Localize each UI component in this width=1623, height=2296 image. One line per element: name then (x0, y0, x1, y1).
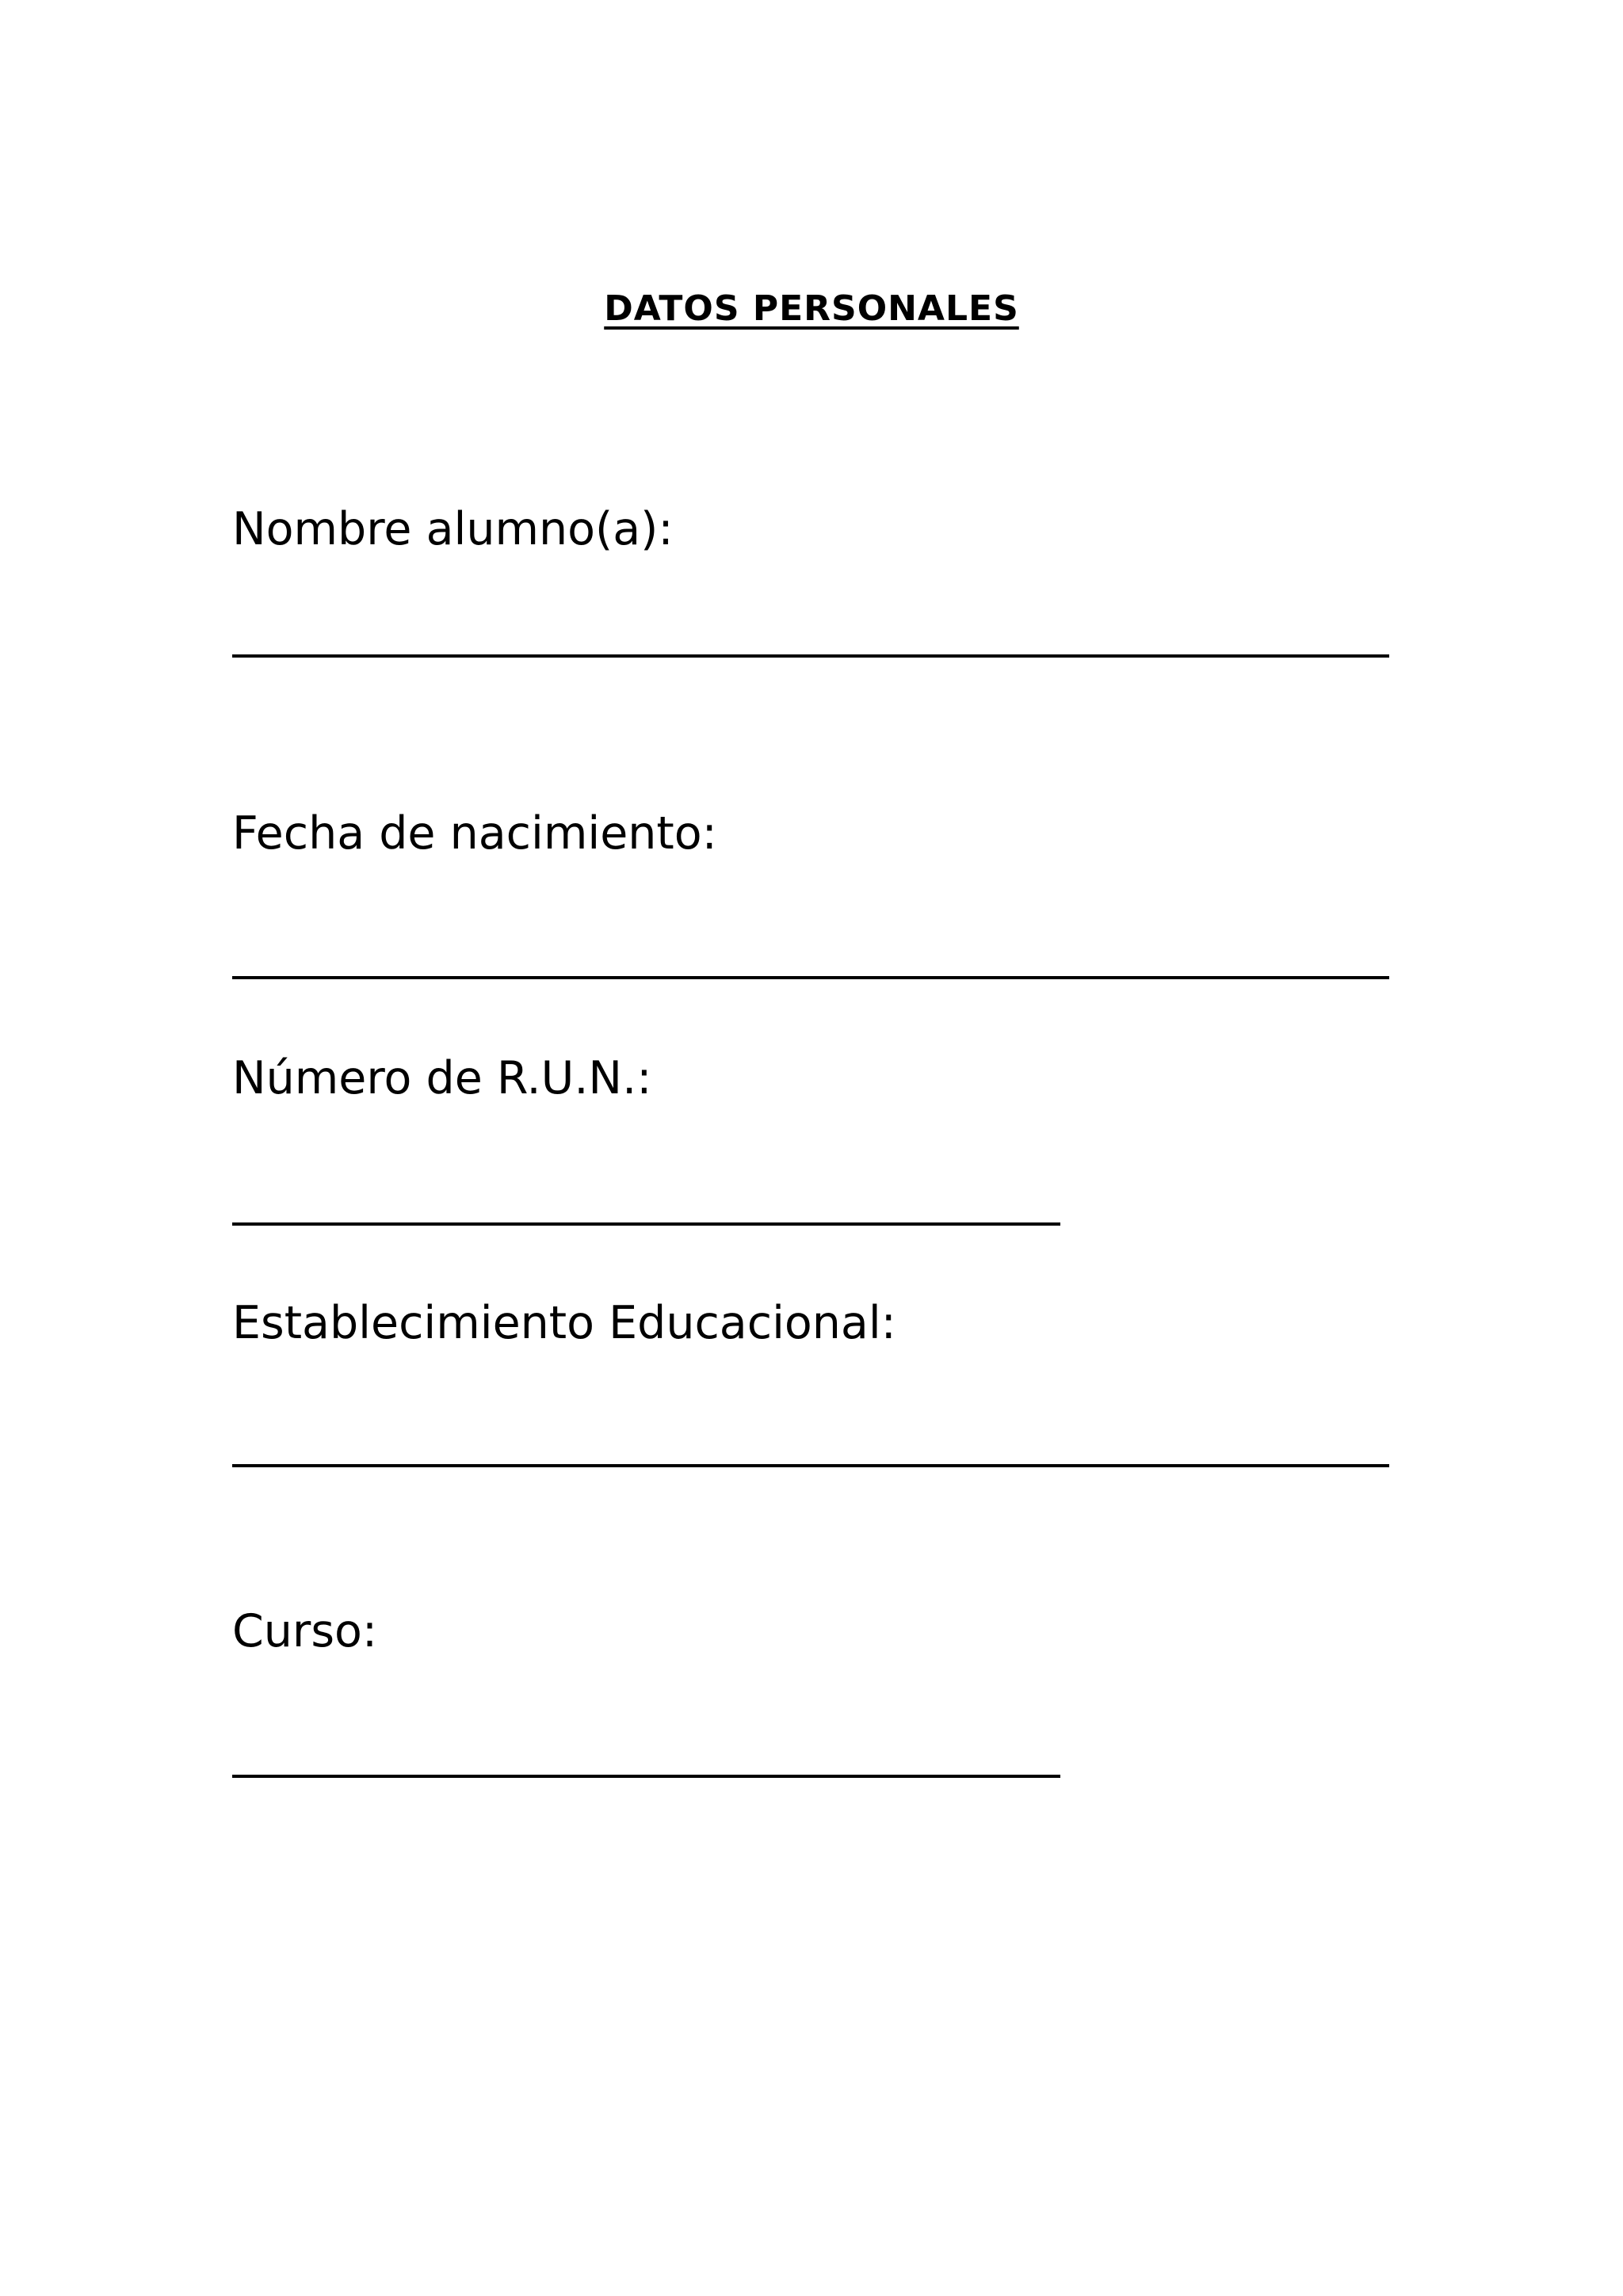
fill-line-fecha-nacimiento[interactable] (232, 976, 1389, 979)
fill-line-curso[interactable] (232, 1775, 1060, 1778)
field-label-run: Número de R.U.N.: (232, 1052, 652, 1104)
field-label-fecha-nacimiento: Fecha de nacimiento: (232, 807, 717, 860)
field-label-establecimiento: Establecimiento Educacional: (232, 1297, 896, 1349)
field-label-curso: Curso: (232, 1605, 378, 1657)
field-label-nombre: Nombre alumno(a): (232, 503, 674, 555)
fill-line-run[interactable] (232, 1222, 1060, 1226)
page-title: DATOS PERSONALES (604, 288, 1019, 329)
fill-line-establecimiento[interactable] (232, 1464, 1389, 1467)
fill-line-nombre[interactable] (232, 654, 1389, 658)
